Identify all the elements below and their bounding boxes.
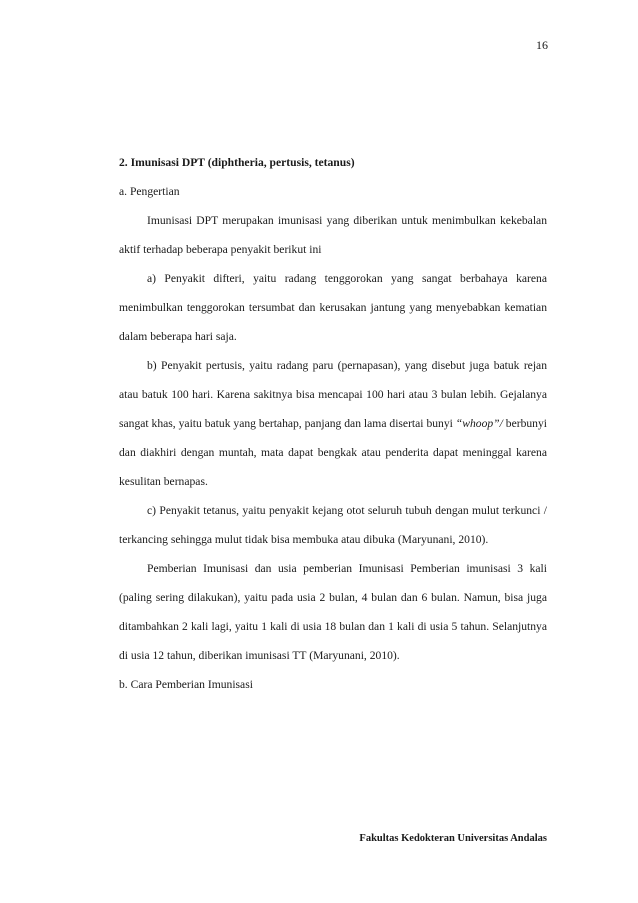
section-title: 2. Imunisasi DPT (diphtheria, pertusis, tetanus) <box>119 156 355 169</box>
paragraph-pertusis <box>119 351 547 496</box>
subsection-a-title: a. Pengertian <box>119 185 180 198</box>
footer-institution: Fakultas Kedokteran Universitas Andalas <box>359 833 547 844</box>
paragraph-difteri: a) Penyakit difteri, yaitu radang tenggorokan yang sangat berbahaya karena menimbulkan tenggorokan tersumbat dan kerusakan jantung yang menyebabkan kematian dalam beberapa hari saja. <box>119 272 547 343</box>
pertusis-text-before: b) Penyakit pertusis, yaitu radang paru (pernapasan), yang disebut juga batuk rejan atau batuk 100 hari. Karena sakitnya bisa mencapai 100 hari atau 3 bulan lebih. Gejalanya sangat khas, yaitu batuk yang bertahap, panjang dan lama disertai bunyi <box>119 359 547 430</box>
paragraph-tetanus: c) Penyakit tetanus, yaitu penyakit kejang otot seluruh tubuh dengan mulut terkunci / terkancing sehingga mulut tidak bisa membuka atau dibuka (Maryunani, 2010). <box>119 504 547 546</box>
page-content <box>119 148 547 699</box>
page-number: 16 <box>536 38 548 52</box>
subsection-b-title: b. Cara Pemberian Imunisasi <box>119 678 253 691</box>
paragraph-intro: Imunisasi DPT merupakan imunisasi yang diberikan untuk menimbulkan kekebalan aktif terhadap beberapa penyakit berikut ini <box>119 214 547 256</box>
paragraph-pemberian: Pemberian Imunisasi dan usia pemberian Imunisasi Pemberian imunisasi 3 kali (paling sering dilakukan), yaitu pada usia 2 bulan, 4 bulan dan 6 bulan. Namun, bisa juga ditambahkan 2 kali lagi, yaitu 1 kali di usia 18 bulan dan 1 kali di usia 5 tahun. Selanjutnya di usia 12 tahun, diberikan imunisasi TT (Maryunani, 2010). <box>119 562 547 662</box>
whoop-italic: “whoop”/ <box>455 417 503 430</box>
pertusis-text-after: berbunyi dan diakhiri dengan muntah, mata dapat bengkak atau penderita dapat meninggal karena kesulitan bernapas. <box>119 417 547 488</box>
